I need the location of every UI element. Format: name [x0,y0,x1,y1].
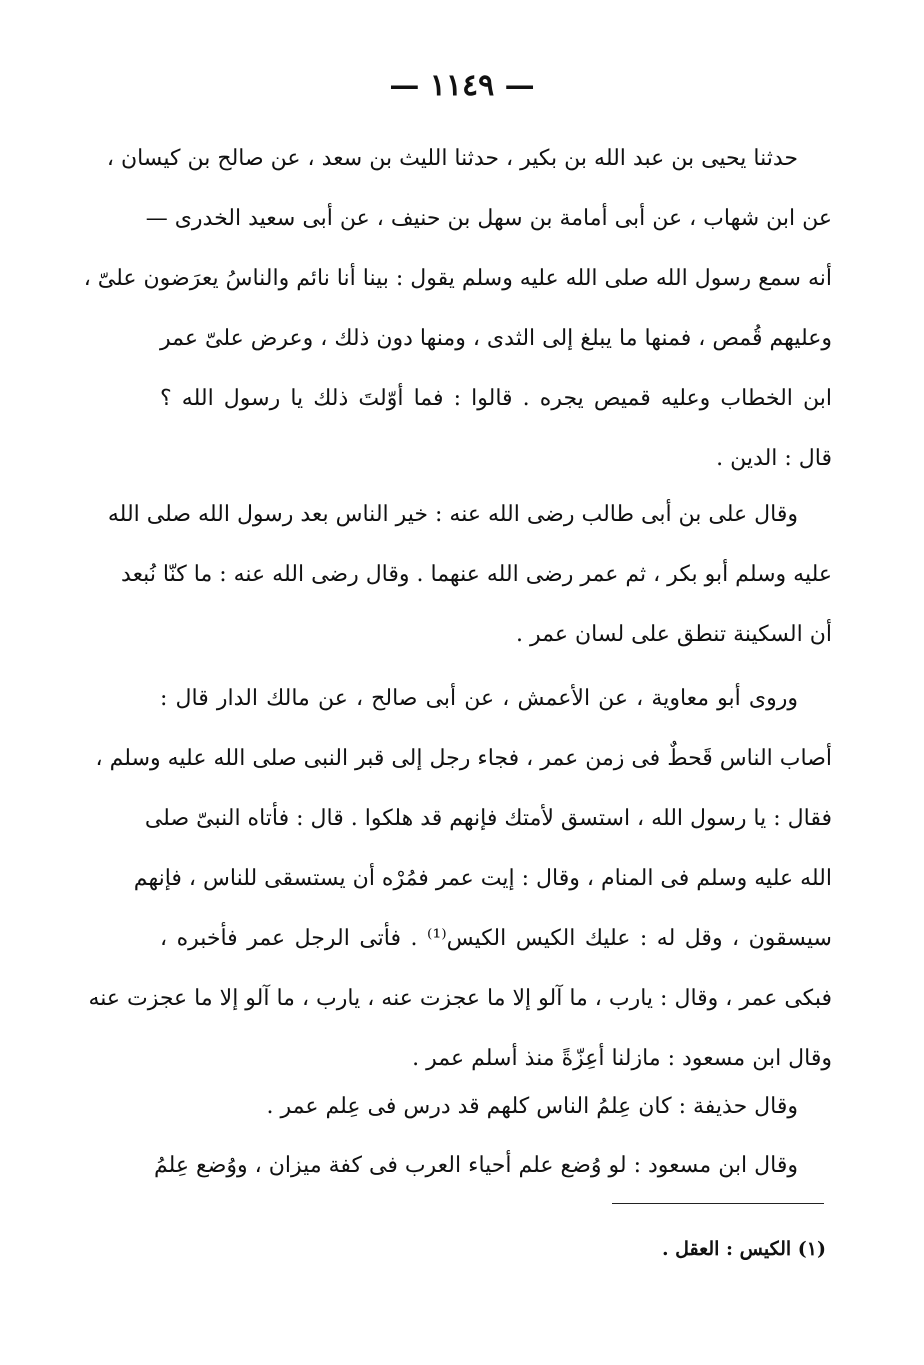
text-line: حدثنا يحيى بن عبد الله بن بكير ، حدثنا الليث بن سعد ، عن صالح بن كيسان ، [106,146,798,171]
text-line: أن السكينة تنطق على لسان عمر . [516,622,832,647]
paragraph-1 [83,130,832,490]
text-line: وعليهم قُمص ، فمنها ما يبلغ إلى الثدى ، ومنها دون ذلك ، وعرض علىّ عمر [160,326,832,351]
text-line: وقال على بن أبى طالب رضى الله عنه : خير الناس بعد رسول الله صلى الله [107,502,798,527]
paragraph-3 [88,670,832,1090]
text-line: فقال : يا رسول الله ، استسق لأمتك فإنهم قد هلكوا . قال : فأتاه النبىّ صلى [144,806,832,831]
text-line: أنه سمع رسول الله صلى الله عليه وسلم يقول : بينا أنا نائم والناسُ يعرَضون علىّ ، [83,266,832,291]
paragraph-2 [107,486,832,666]
text-line: قال : الدين . [716,446,832,471]
text-line: عليه وسلم أبو بكر ، ثم عمر رضى الله عنهما . وقال رضى الله عنه : ما كنّا نُبعد [121,562,832,587]
text-line: أصاب الناس قَحطٌ فى زمن عمر ، فجاء رجل إلى قبر النبى صلى الله عليه وسلم ، [95,746,832,771]
text-line: وقال ابن مسعود : مازلنا أعِزّةً منذ أسلم عمر . [412,1046,832,1071]
text-line: وقال ابن مسعود : لو وُضع علم أحياء العرب فى كفة ميزان ، ووُضع عِلمُ [154,1153,798,1178]
text-line: عن ابن شهاب ، عن أبى أمامة بن سهل بن حنيف ، عن أبى سعيد الخدرى — [145,206,832,231]
paragraph-5 [154,1137,832,1197]
text-line: سيسقون ، وقل له : عليك الكيس الكيس⁽¹⁾ . فأتى الرجل عمر فأخبره ، [160,926,832,951]
paragraph-4 [160,1078,832,1138]
text-line: وقال حذيفة : كان عِلمُ الناس كلهم قد درس فى عِلم عمر . [266,1094,798,1119]
text-line: الله عليه وسلم فى المنام ، وقال : إيت عمر فمُرْه أن يستسقى للناس ، فإنهم [133,866,832,891]
text-line: ابن الخطاب وعليه قميص يجره . قالوا : فما أوّلتَ ذلك يا رسول الله ؟ [160,386,832,411]
text-line: وروى أبو معاوية ، عن الأعمش ، عن أبى صالح ، عن مالك الدار قال : [160,686,798,711]
text-line: فبكى عمر ، وقال : يارب ، ما آلو إلا ما عجزت عنه ، يارب ، ما آلو إلا ما عجزت عنه [88,986,832,1011]
page-number: — ١١٤٩ — [389,68,535,103]
footnote: (١) الكيس : العقل . [661,1238,826,1260]
footnote-divider [612,1203,824,1204]
